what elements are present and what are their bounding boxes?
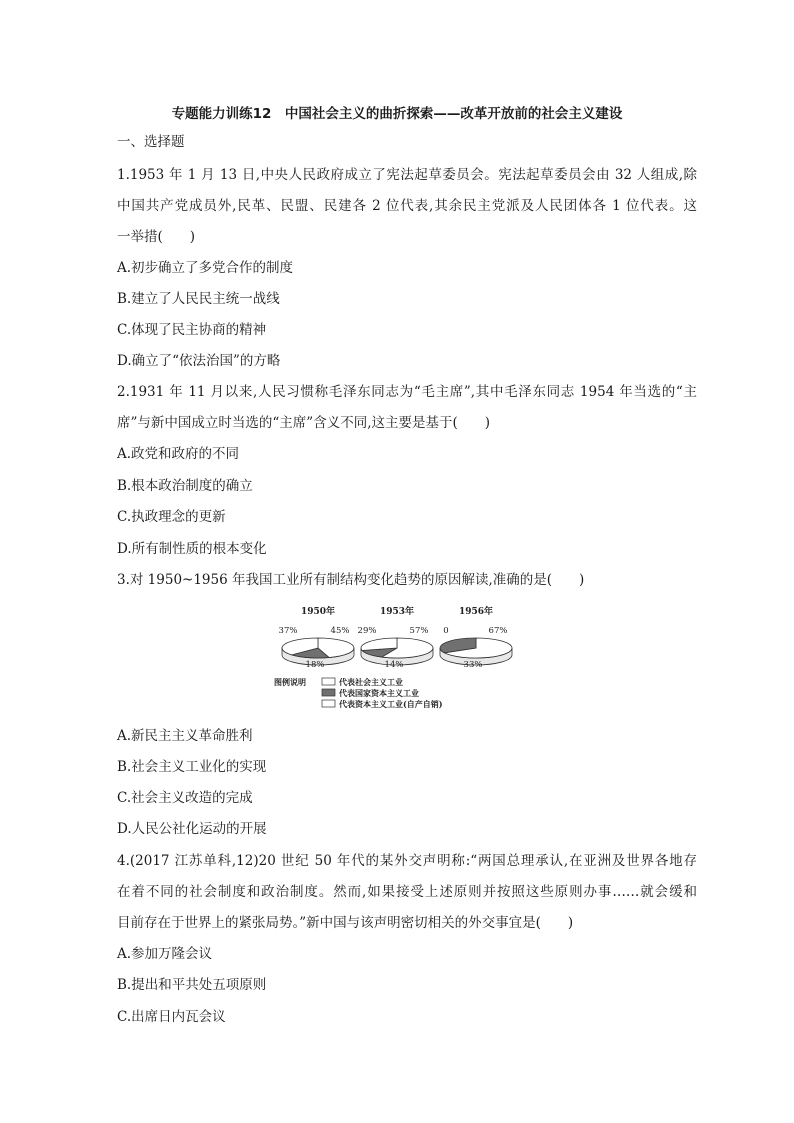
q3-option-a: A.新民主主义革命胜利 xyxy=(117,728,253,744)
q4-stem-line2: 在着不同的社会制度和政治制度。然而,如果接受上述原则并按照这些原则办事……就会缓和 xyxy=(117,884,697,900)
section-heading: 一、选择题 xyxy=(117,134,185,150)
pie-value-label-capitalist: 29% xyxy=(357,626,377,636)
q3-stem-line1: 3.对 1950~1956 年我国工业所有制结构变化趋势的原因解读,准确的是( ) xyxy=(117,572,585,588)
q2-option-c: C.执政理念的更新 xyxy=(117,509,226,525)
q4-option-a: A.参加万隆会议 xyxy=(117,946,213,962)
q4-stem-line1: 4.(2017 江苏单科,12)20 世纪 50 年代的某外交声明称:“两国总理承认,在亚洲及世界各地存 xyxy=(117,853,697,869)
legend-swatch-capitalist xyxy=(322,700,335,707)
q2-option-d: D.所有制性质的根本变化 xyxy=(117,541,267,557)
legend-swatch-socialist xyxy=(322,678,335,685)
q4-option-b: B.提出和平共处五项原则 xyxy=(117,977,267,993)
legend-label-capitalist: 代表资本主义工业(自产自销) xyxy=(339,699,443,709)
pie-value-label-capitalist: 0 xyxy=(443,626,449,636)
pie-value-label-capitalist: 37% xyxy=(278,626,298,636)
pie-slice-capitalist xyxy=(361,638,397,650)
q3-option-c: C.社会主义改造的完成 xyxy=(117,790,253,806)
q3-option-b: B.社会主义工业化的实现 xyxy=(117,759,267,775)
pie-year-label: 1953年 xyxy=(379,607,415,617)
legend-title: 图例说明 xyxy=(274,677,306,687)
q1-option-c: C.体现了民主协商的精神 xyxy=(117,322,267,338)
pie-value-label-socialist: 45% xyxy=(330,626,350,636)
q1-option-a: A.初步确立了多党合作的制度 xyxy=(117,260,294,276)
q2-option-a: A.政党和政府的不同 xyxy=(117,446,240,462)
q1-option-d: D.确立了“依法治国”的方略 xyxy=(117,353,281,369)
pie-value-label-socialist: 57% xyxy=(409,626,429,636)
q1-option-b: B.建立了人民民主统一战线 xyxy=(117,291,280,307)
pie-year-label: 1950年 xyxy=(300,607,336,617)
q1-stem-line2: 中国共产党成员外,民革、民盟、民建各 2 位代表,其余民主党派及人民团体各 1 位代表。这 xyxy=(117,198,697,214)
q4-option-c: C.出席日内瓦会议 xyxy=(117,1009,226,1025)
ownership-pie-chart xyxy=(272,600,522,715)
pie-year-label: 1956年 xyxy=(458,607,494,617)
q2-stem-line2: 席”与新中国成立时当选的“主席”含义不同,这主要是基于( ) xyxy=(117,415,491,431)
pie-value-label-state_capitalist: 14% xyxy=(384,660,404,670)
pie-value-label-socialist: 67% xyxy=(488,626,508,636)
q1-stem-line3: 一举措( ) xyxy=(117,229,196,245)
legend-label-socialist: 代表社会主义工业 xyxy=(339,677,403,687)
q3-option-d: D.人民公社化运动的开展 xyxy=(117,821,267,837)
q1-stem-line1: 1.1953 年 1 月 13 日,中央人民政府成立了宪法起草委员会。宪法起草委员会由 32 人组成,除 xyxy=(117,167,697,183)
page-title: 专题能力训练12 中国社会主义的曲折探索——改革开放前的社会主义建设 xyxy=(171,106,623,122)
q2-stem-line1: 2.1931 年 11 月以来,人民习惯称毛泽东同志为“毛主席”,其中毛泽东同志 1954 年当选的“主 xyxy=(117,384,697,400)
legend-label-state_capitalist: 代表国家资本主义工业 xyxy=(339,688,419,698)
q2-option-b: B.根本政治制度的确立 xyxy=(117,478,253,494)
pie-value-label-state_capitalist: 18% xyxy=(305,660,325,670)
q4-stem-line3: 目前存在于世界上的紧张局势。”新中国与该声明密切相关的外交事宜是( ) xyxy=(117,915,574,931)
legend-swatch-state_capitalist xyxy=(322,689,335,696)
pie-value-label-state_capitalist: 33% xyxy=(463,660,483,670)
